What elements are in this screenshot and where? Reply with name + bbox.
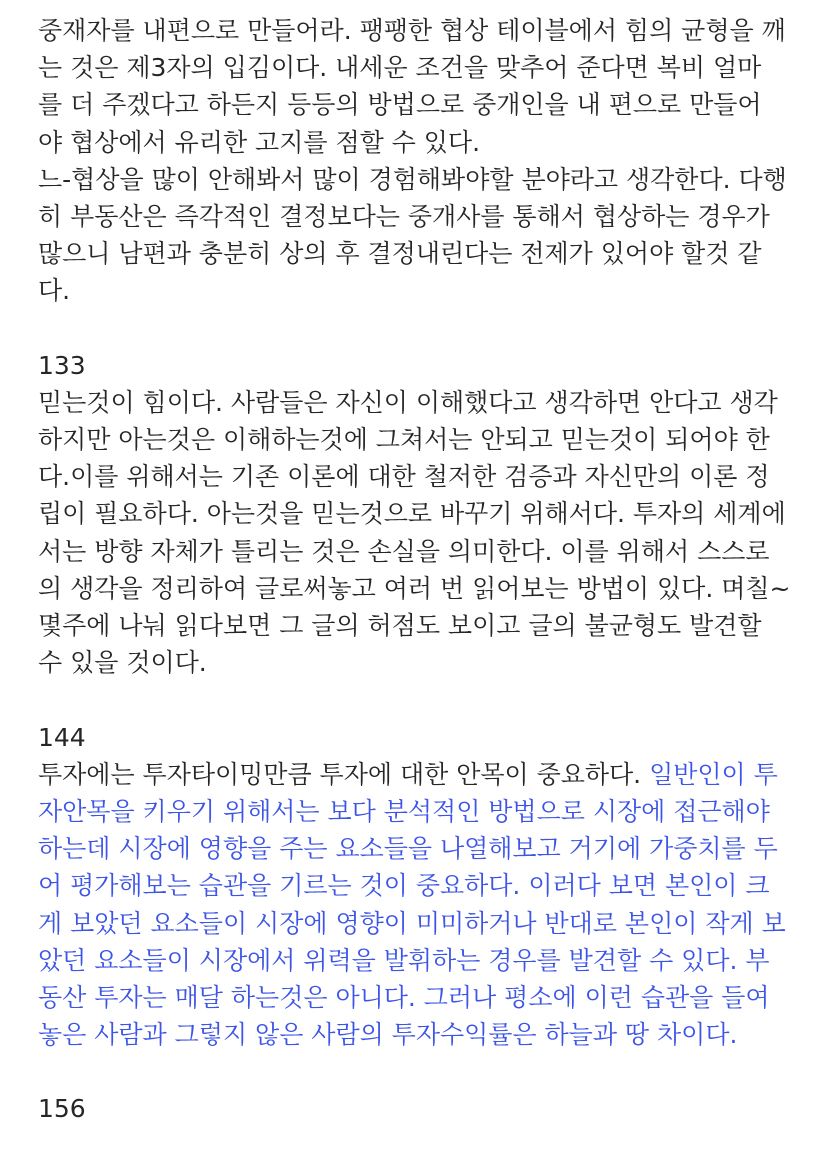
text-line: 를 더 주겠다고 하든지 등등의 방법으로 중개인을 내 편으로 만들어 — [38, 90, 762, 120]
text-line: 는 것은 제3자의 입김이다. 내세운 조건을 맞추어 준다면 복비 얼마 — [38, 53, 762, 83]
section-number: 156 — [38, 1094, 86, 1124]
highlighted-line: 자안목을 키우기 위해서는 보다 분석적인 방법으로 시장에 접근해야 — [38, 796, 770, 826]
text-line: 몇주에 나눠 읽다보면 그 글의 허점도 보이고 글의 불균형도 발견할 — [38, 611, 762, 640]
highlighted-line: 놓은 사람과 그렇지 않은 사람의 투자수익률은 하늘과 땅 차이다. — [38, 1020, 738, 1050]
paragraph-gap — [38, 681, 798, 718]
document-page — [38, 12, 798, 1128]
highlighted-line: 게 보았던 요소들이 시장에 영향이 미미하거나 반대로 본인이 작게 보 — [38, 908, 786, 938]
highlighted-line: 동산 투자는 매달 하는것은 아니다. 그러나 평소에 이런 습관을 들여 — [38, 982, 770, 1012]
section-144 — [38, 719, 798, 1054]
section-156 — [38, 1090, 798, 1127]
text-line: 하지만 아는것은 이해하는것에 그쳐서는 안되고 믿는것이 되어야 한 — [38, 425, 770, 455]
highlighted-text: 일반인이 투 — [649, 759, 778, 789]
text-line: 중재자를 내편으로 만들어라. 팽팽한 협상 테이블에서 힘의 균형을 깨 — [38, 16, 786, 45]
text-line — [38, 756, 798, 793]
text-line: 립이 필요하다. 아는것을 믿는것으로 바꾸기 위해서다. 투자의 세계에 — [38, 499, 786, 529]
text-line: 많으니 남편과 충분히 상의 후 결정내린다는 전제가 있어야 할것 같 — [38, 239, 762, 269]
text-line: 수 있을 것이다. — [38, 648, 207, 678]
paragraph-gap — [38, 310, 798, 347]
text-line: 히 부동산은 즉각적인 결정보다는 중개사를 통해서 협상하는 경우가 — [38, 201, 770, 231]
plain-text: 투자에는 투자타이밍만큼 투자에 대한 안목이 중요하다. — [38, 759, 650, 789]
text-line: 느-협상을 많이 안해봐서 많이 경험해봐야할 분야라고 생각한다. 다행 — [38, 164, 787, 194]
text-line: 서는 방향 자체가 틀리는 것은 손실을 의미한다. 이를 위해서 스스로 — [38, 536, 770, 566]
section-133 — [38, 347, 798, 682]
section-number: 144 — [38, 722, 86, 752]
paragraph-negotiation — [38, 12, 798, 310]
text-line: 야 협상에서 유리한 고지를 점할 수 있다. — [38, 127, 481, 157]
text-line: 믿는것이 힘이다. 사람들은 자신이 이해했다고 생각하면 안다고 생각 — [38, 387, 778, 417]
highlighted-line: 어 평가해보는 습관을 기르는 것이 중요하다. 이러다 보면 본인이 크 — [38, 871, 770, 901]
text-line: 다. — [38, 276, 71, 306]
highlighted-line: 았던 요소들이 시장에서 위력을 발휘하는 경우를 발견할 수 있다. 부 — [38, 945, 770, 975]
text-line: 의 생각을 정리하여 글로써놓고 여러 번 읽어보는 방법이 있다. 며칠~ — [38, 573, 791, 603]
paragraph-gap — [38, 1053, 798, 1090]
highlighted-line: 하는데 시장에 영향을 주는 요소들을 나열해보고 거기에 가중치를 두 — [38, 834, 778, 864]
text-line: 다.이를 위해서는 기존 이론에 대한 철저한 검증과 자신만의 이론 정 — [38, 462, 770, 492]
section-number: 133 — [38, 350, 86, 380]
